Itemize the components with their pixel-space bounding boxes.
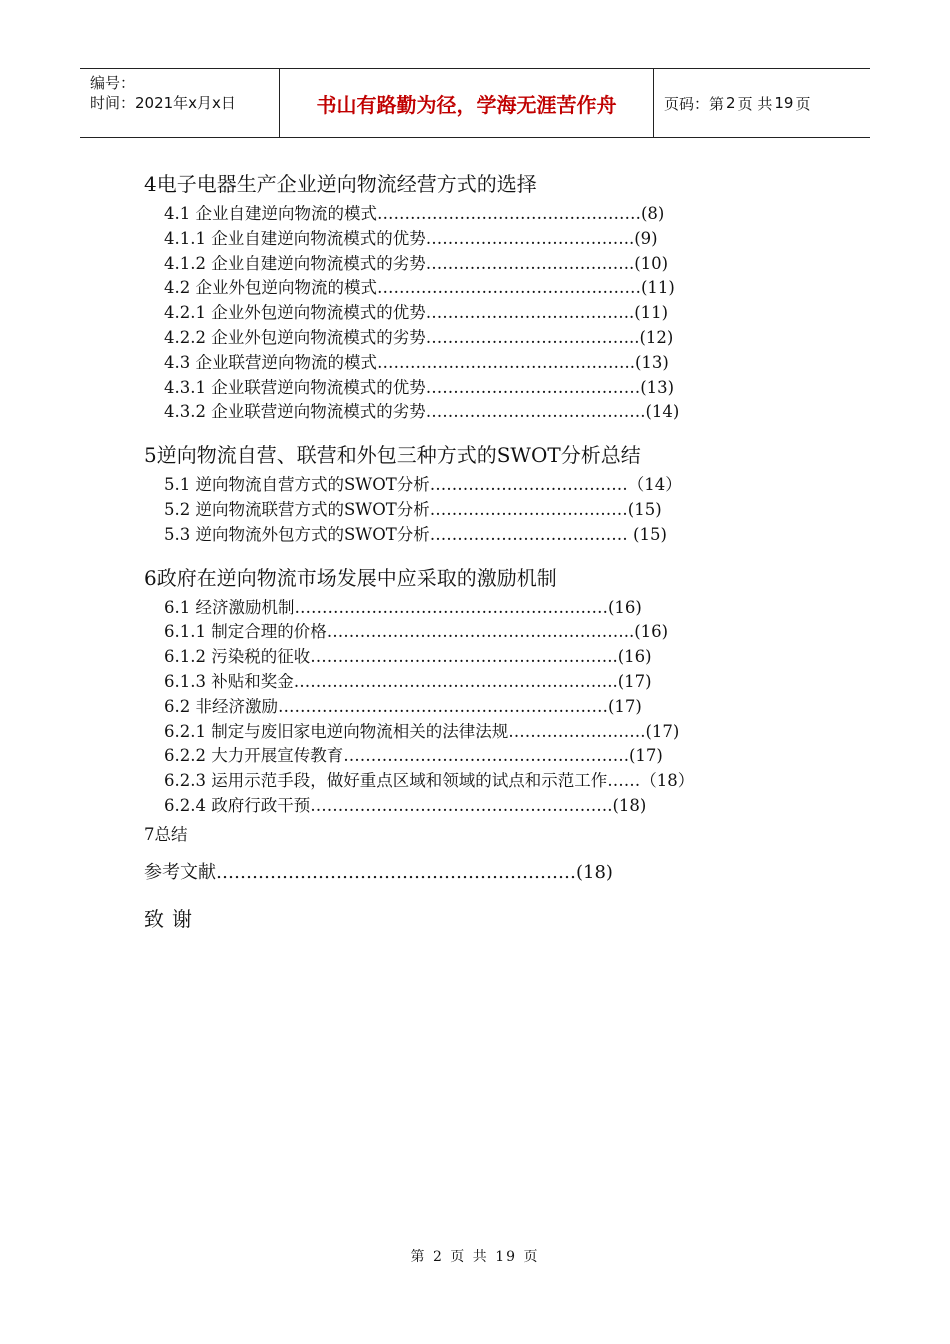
page-total: 19	[774, 94, 794, 112]
chapter-4-heading: 4电子电器生产企业逆向物流经营方式的选择	[144, 172, 537, 196]
page-indicator	[654, 69, 870, 137]
toc-entry: 6.1.1 制定合理的价格………………………………………………..(16)	[164, 622, 669, 642]
chapter-5-heading: 5逆向物流自营、联营和外包三种方式的SWOT分析总结	[144, 443, 641, 468]
page-prefix: 页码：第	[664, 94, 725, 113]
toc-entry: 6.1.3 补贴和奖金…………………………………………………..(17)	[164, 671, 652, 691]
toc-entry: 4.1 企业自建逆向物流的模式…………………………………………(8)	[164, 204, 665, 223]
chapter-6-heading: 6政府在逆向物流市场发展中应采取的激励机制	[144, 565, 557, 590]
chapter-4-entries	[144, 202, 764, 425]
motto: 书山有路勤为径，学海无涯苦作舟	[280, 69, 654, 137]
references-entry: 参考文献……………………………………………………(18)	[144, 861, 613, 883]
toc-entry: 4.1.2 企业自建逆向物流模式的劣势………………………………..(10)	[164, 253, 669, 273]
page-suffix: 页	[795, 94, 811, 113]
acknowledgements-heading: 致谢	[144, 906, 200, 931]
toc-entry: 6.2.4 政府行政干预……………………………………………….(18)	[164, 795, 647, 815]
toc-entry: 6.2.1 制定与废旧家电逆向物流相关的法律法规…………………….(17)	[164, 721, 680, 741]
header-meta	[80, 69, 280, 137]
toc-entry: 6.2.2 大力开展宣传教育…………………………………………….(17)	[164, 746, 663, 766]
table-of-contents	[144, 170, 764, 933]
toc-entry: 6.1 经济激励机制…………………………………………………(16)	[164, 597, 642, 617]
toc-entry: 5.2 逆向物流联营方式的SWOT分析………………………………(15)	[164, 499, 662, 519]
chapter-7-heading: 7总结	[144, 824, 188, 844]
page-current: 2	[726, 94, 736, 112]
date-label: 时间：2021年x月x日	[90, 94, 236, 112]
toc-entry: 6.1.2 污染税的征收………………………………………………..(16)	[164, 647, 652, 667]
toc-entry: 4.1.1 企业自建逆向物流模式的优势………………………………..(9)	[164, 228, 658, 248]
chapter-5-entries	[144, 473, 764, 547]
toc-entry: 6.2.3 运用示范手段，做好重点区域和领域的试点和示范工作……（18）	[164, 771, 695, 791]
toc-entry: 4.2 企业外包逆向物流的模式…………………………………………(11)	[164, 278, 675, 298]
toc-entry: 4.3.1 企业联营逆向物流模式的优势…………………………………(13)	[164, 377, 675, 397]
page-middle: 页 共	[737, 94, 773, 113]
toc-entry: 5.1 逆向物流自营方式的SWOT分析………………………………（14）	[164, 475, 682, 495]
toc-entry: 5.3 逆向物流外包方式的SWOT分析……………………………… (15)	[164, 524, 667, 544]
toc-entry: 4.3 企业联营逆向物流的模式………………………………………..(13)	[164, 352, 669, 372]
header-table	[80, 68, 870, 138]
toc-entry: 6.2 非经济激励……………………………………………………(17)	[164, 696, 642, 716]
toc-entry: 4.2.1 企业外包逆向物流模式的优势………………………………..(11)	[164, 303, 669, 323]
toc-entry: 4.2.2 企业外包逆向物流模式的劣势………………………………...(12)	[164, 327, 674, 347]
chapter-6-entries	[144, 596, 764, 819]
number-label: 编号：	[90, 74, 136, 92]
toc-entry: 4.3.2 企业联营逆向物流模式的劣势………………………………….(14)	[164, 402, 680, 422]
page-footer: 第 2 页 共 19 页	[410, 1249, 540, 1265]
